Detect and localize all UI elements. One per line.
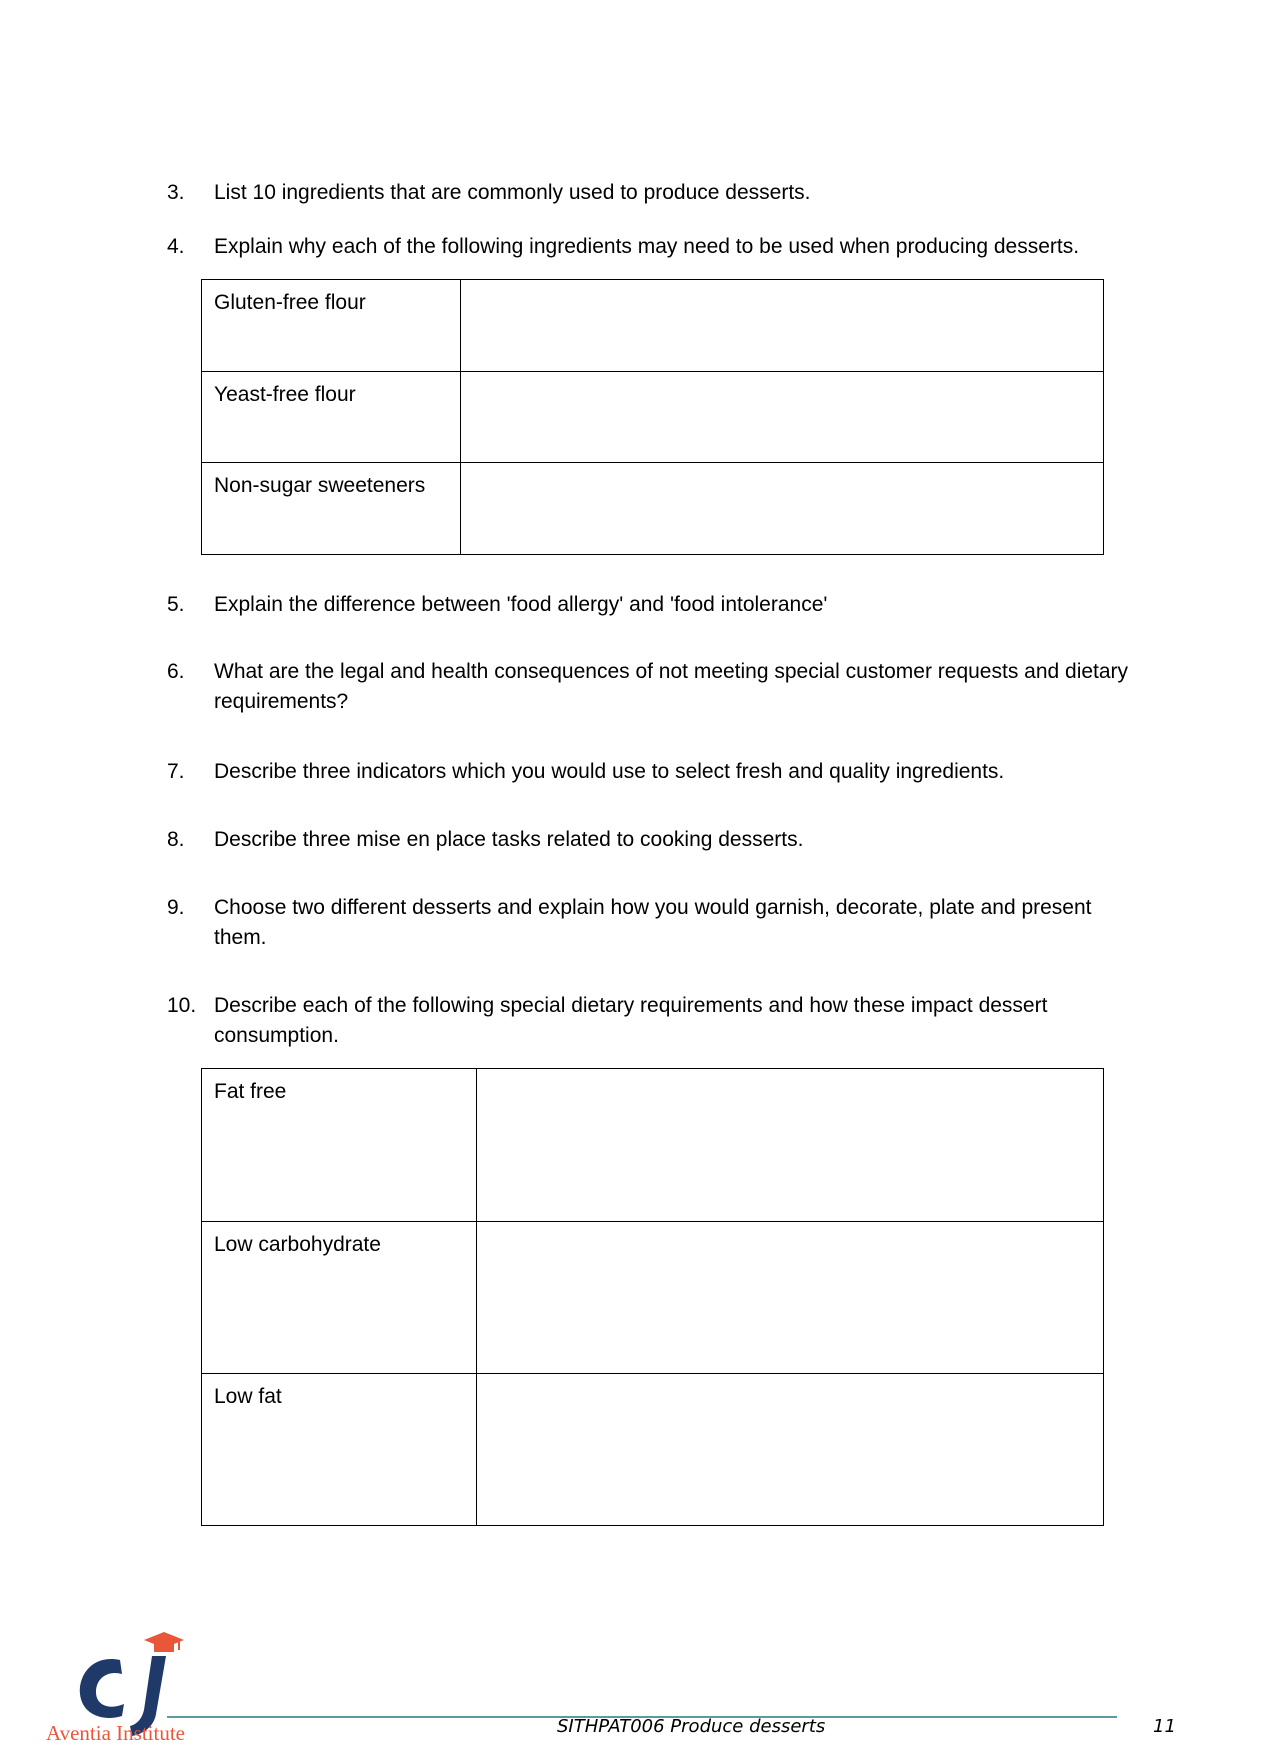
ingredients-table xyxy=(201,279,1104,555)
page-number: 11 xyxy=(1153,1716,1176,1737)
answer-cell[interactable] xyxy=(461,463,1104,555)
question-text: What are the legal and health consequences of not meeting special customer requests and dietary requirements? xyxy=(214,660,1129,713)
question-text: Describe each of the following special dietary requirements and how these impact dessert consumption. xyxy=(214,994,1048,1047)
answer-cell[interactable] xyxy=(461,372,1104,463)
answer-cell[interactable] xyxy=(477,1374,1104,1526)
row-label: Fat free xyxy=(202,1069,477,1222)
row-label: Gluten-free flour xyxy=(202,280,461,372)
question-text: Describe three mise en place tasks related to cooking desserts. xyxy=(214,828,804,851)
question-number: 4. xyxy=(167,235,185,258)
question-number: 8. xyxy=(167,828,185,851)
question-text: Describe three indicators which you would use to select fresh and quality ingredients. xyxy=(214,760,1005,783)
row-label: Low fat xyxy=(202,1374,477,1526)
table-row xyxy=(202,280,1104,372)
question-number: 5. xyxy=(167,593,185,616)
logo-text: Aventia Institute xyxy=(46,1721,185,1745)
question-text: Choose two different desserts and explain how you would garnish, decorate, plate and present them. xyxy=(214,896,1092,949)
question-number: 6. xyxy=(167,660,185,683)
answer-cell[interactable] xyxy=(477,1069,1104,1222)
row-label: Low carbohydrate xyxy=(202,1222,477,1374)
dietary-requirements-table xyxy=(201,1068,1104,1526)
table-row xyxy=(202,463,1104,555)
question-number: 9. xyxy=(167,896,185,919)
table-row xyxy=(202,1374,1104,1526)
answer-cell[interactable] xyxy=(461,280,1104,372)
question-text: Explain the difference between 'food allergy' and 'food intolerance' xyxy=(214,593,828,616)
question-number: 7. xyxy=(167,760,185,783)
question-text: List 10 ingredients that are commonly used to produce desserts. xyxy=(214,181,811,204)
answer-cell[interactable] xyxy=(477,1222,1104,1374)
table-row xyxy=(202,1069,1104,1222)
table-row xyxy=(202,1222,1104,1374)
row-label: Yeast-free flour xyxy=(202,372,461,463)
question-number: 3. xyxy=(167,181,185,204)
row-label: Non-sugar sweeteners xyxy=(202,463,461,555)
question-number: 10. xyxy=(167,994,197,1017)
footer-course-title: SITHPAT006 Produce desserts xyxy=(557,1716,826,1737)
table-row xyxy=(202,372,1104,463)
question-text: Explain why each of the following ingredients may need to be used when producing desserts. xyxy=(214,235,1080,258)
